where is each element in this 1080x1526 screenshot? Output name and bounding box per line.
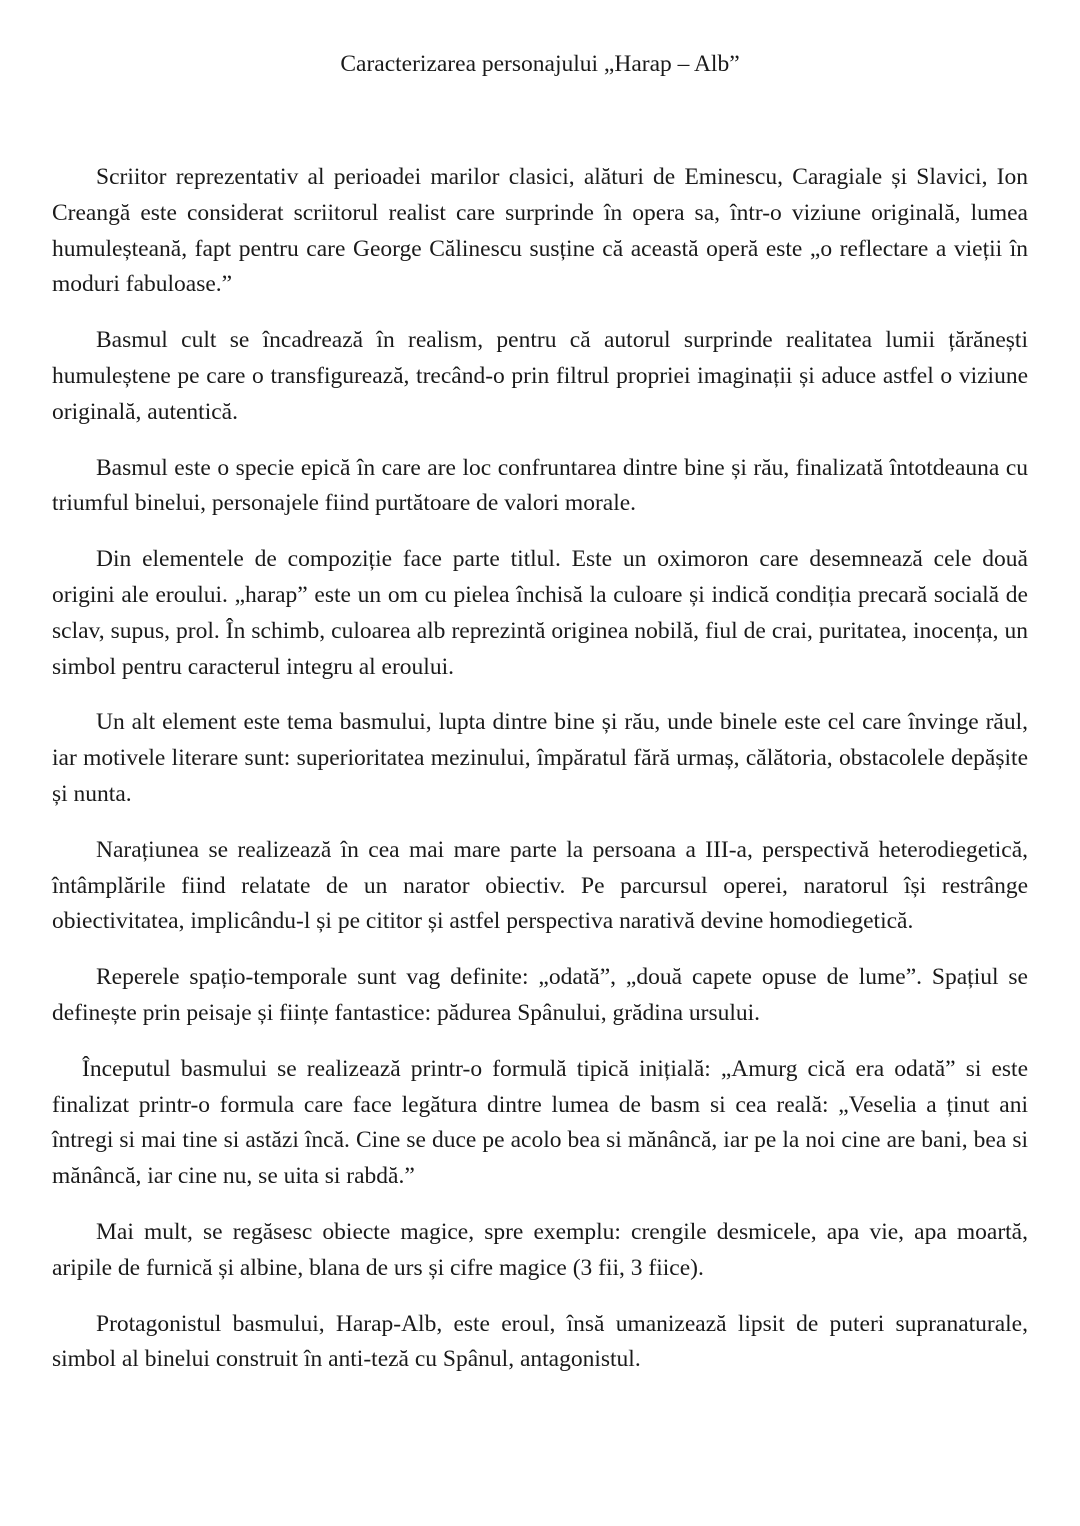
paragraph-title: Din elementele de compoziție face parte titlul. Este un oximoron care desemnează cele două origini ale eroului. „harap” este un om cu pielea închisă la culoare și indică condiția precară socială de sclav, supus, prol. În schimb, culoarea alb reprezintă originea nobilă, fiul de crai, puritatea, inocența, un simbol pentru caracterul integru al eroului.: [52, 546, 1028, 680]
paragraph-realism: Basmul cult se încadrează în realism, pentru că autorul surprinde realitatea lumii țărănești humuleștene pe care o transfigurează, trecând-o prin filtrul propriei imaginații și aduce astfel o viziune originală, autentică.: [52, 327, 1028, 425]
paragraph-species: Basmul este o specie epică în care are loc confruntarea dintre bine și rău, finalizată întotdeauna cu triumful binelui, personajele fiind purtătoare de valori morale.: [52, 454, 1028, 517]
paragraph-theme: Un alt element este tema basmului, lupta dintre bine și rău, unde binele este cel care învinge răul, iar motivele literare sunt: superioritatea mezinului, împăratul fără urmaș, călătoria, obstacolele depășite și nunta.: [52, 709, 1028, 807]
document-body: [52, 160, 1028, 1398]
paragraph-intro: Scriitor reprezentativ al perioadei marilor clasici, alături de Eminescu, Caragiale și Slavici, Ion Creangă este considerat scriitorul realist care surprinde în opera sa, într-o viziune originală, lumea humuleșteană, fapt pentru care George Călinescu susține că această operă este „o reflectare a vieții în moduri fabuloase.”: [52, 164, 1028, 298]
paragraph-formulas: Începutul basmului se realizează printr-o formulă tipică inițială: „Amurg cică era odată” si este finalizat printr-o formula care face legătura dintre lumea de basm si cea reală: „Veselia a ținut ani întregi si mai tine si astăzi încă. Cine se duce pe acolo bea si mănâncă, iar pe la noi cine are bani, bea si mănâncă, iar cine nu, se uita si rabdă.”: [52, 1055, 1028, 1190]
paragraph-protagonist: Protagonistul basmului, Harap-Alb, este eroul, însă umanizează lipsit de puteri supranaturale, simbol al binelui construit în anti-teză cu Spânul, antagonistul.: [52, 1310, 1028, 1373]
document-title: Caracterizarea personajului „Harap – Alb”: [340, 51, 740, 77]
paragraph-narration: Narațiunea se realizează în cea mai mare parte la persoana a III-a, perspectivă heterodiegetică, întâmplările fiind relatate de un narator obiectiv. Pe parcursul operei, naratorul își restrânge obiectivitatea, implicându-l și pe cititor și astfel perspectiva narativă devine homodiegetică.: [52, 836, 1028, 935]
paragraph-magic-objects: Mai mult, se regăsesc obiecte magice, spre exemplu: crengile desmicele, apa vie, apa moartă, aripile de furnică și albine, blana de urs și cifre magice (3 fii, 3 fiice).: [52, 1218, 1028, 1281]
paragraph-space-time: Reperele spațio-temporale sunt vag definite: „odată”, „două capete opuse de lume”. Spațiul se definește prin peisaje și ființe fantastice: pădurea Spânului, grădina ursului.: [52, 964, 1028, 1026]
